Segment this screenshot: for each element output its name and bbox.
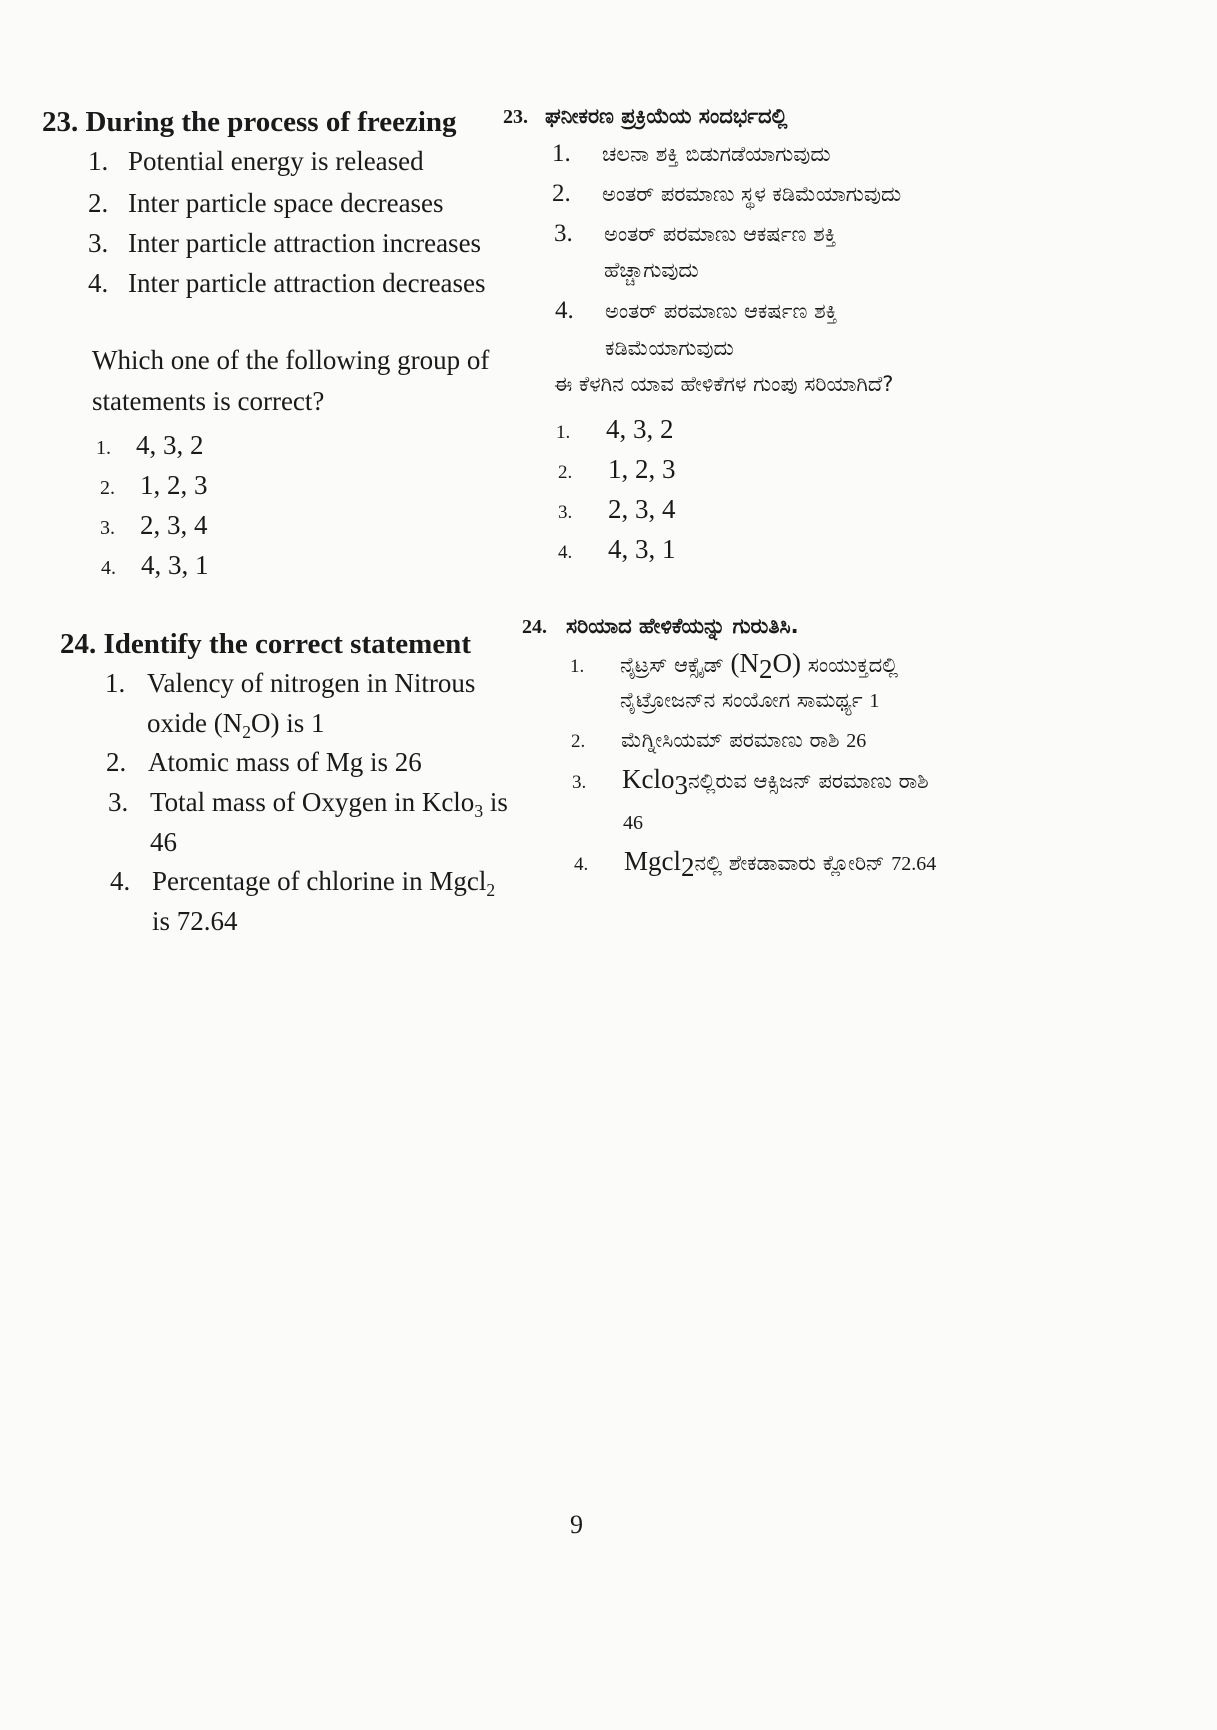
q24-title: Identify the correct statement xyxy=(103,628,471,660)
statement-text: Inter particle space decreases xyxy=(128,188,444,218)
text-fragment: O) xyxy=(772,648,802,678)
option-number: 4. xyxy=(574,854,589,875)
option-text: ನಲ್ಲಿ ಶೇಕಡಾವಾರು ಕ್ಲೋರಿನ್ xyxy=(694,851,892,875)
statement-number: 1. xyxy=(552,140,571,167)
option-number: 3. xyxy=(572,772,587,793)
statement-text: ಅಂತರ್ ಪರಮಾಣು ಆಕರ್ಷಣ ಶಕ್ತಿ xyxy=(605,299,838,323)
kannada-column xyxy=(503,0,1217,1100)
q24-number: 24. xyxy=(60,628,97,660)
statement-text: Potential energy is released xyxy=(128,146,424,176)
q23-kn-statement xyxy=(552,180,901,208)
q23-kn-statement-continuation: ಕಡಿಮೆಯಾಗುವುದು xyxy=(605,336,734,360)
q24-option-continuation xyxy=(147,708,325,742)
option-text: 2, 3, 4 xyxy=(140,510,208,540)
option-number: 4. xyxy=(558,542,573,563)
q23-answer-option[interactable] xyxy=(100,510,208,541)
q23-statement xyxy=(88,228,481,259)
text-fragment: is xyxy=(483,787,508,817)
q23-stem-line: statements is correct? xyxy=(92,386,325,416)
q24-option[interactable] xyxy=(108,787,508,821)
q23-number: 23. xyxy=(42,106,79,138)
statement-text: ಅಂತರ್ ಪರಮಾಣು ಸ್ಥಳ ಕಡಿಮೆಯಾಗುವುದು xyxy=(602,182,902,206)
option-text: Valency of nitrogen in Nitrous xyxy=(147,668,476,698)
subscript: 2 xyxy=(242,722,251,742)
statement-text: Inter particle attraction decreases xyxy=(128,268,486,298)
q23-kn-answer-option[interactable] xyxy=(558,534,676,565)
option-number: 2. xyxy=(106,747,127,777)
option-number: 2. xyxy=(100,477,115,499)
q24-kn-heading xyxy=(522,614,799,639)
q23-kn-number: 23. xyxy=(503,106,528,128)
q24-option-continuation: is 72.64 xyxy=(152,906,238,936)
q24-kn-option[interactable] xyxy=(574,846,937,882)
statement-number: 4. xyxy=(88,268,109,298)
option-number: 3. xyxy=(108,787,129,817)
q24-kn-option[interactable] xyxy=(572,764,929,800)
statement-text: ಅಂತರ್ ಪರಮಾಣು ಆಕರ್ಷಣ ಶಕ್ತಿ xyxy=(604,222,837,246)
q23-kn-answer-option[interactable] xyxy=(556,414,674,445)
q24-kn-option[interactable] xyxy=(571,728,866,753)
option-number: 1. xyxy=(105,668,126,698)
text-fragment: Kclo xyxy=(622,764,675,794)
option-text: 4, 3, 1 xyxy=(141,550,209,580)
q23-title: During the process of freezing xyxy=(85,106,457,138)
text-fragment: 72.64 xyxy=(891,853,937,875)
text-fragment: 26 xyxy=(846,730,867,752)
statement-number: 4. xyxy=(555,297,574,324)
q24-option[interactable] xyxy=(110,866,496,900)
option-text: 4, 3, 2 xyxy=(136,430,204,460)
text-fragment: 1 xyxy=(869,690,880,712)
subscript: 2 xyxy=(759,654,773,684)
page-number: 9 xyxy=(570,1510,583,1539)
q23-kn-statement xyxy=(555,297,837,325)
option-number: 1. xyxy=(570,656,585,677)
option-text: ಮೆಗ್ನೀಸಿಯಮ್ ಪರಮಾಣು ರಾಶಿ xyxy=(621,728,847,752)
q24-kn-option[interactable] xyxy=(570,648,899,684)
option-text: ನೈಟ್ರಸ್ ಆಕ್ಸೈಡ್ xyxy=(620,653,731,677)
q24-kn-title: ಸರಿಯಾದ ಹೇಳಿಕೆಯನ್ನು ಗುರುತಿಸಿ. xyxy=(566,614,799,638)
option-text: 4, 3, 2 xyxy=(606,414,674,444)
option-number: 1. xyxy=(96,437,111,459)
option-number: 2. xyxy=(571,731,586,752)
q23-answer-option[interactable] xyxy=(101,550,209,581)
statement-number: 2. xyxy=(88,188,109,218)
option-number: 3. xyxy=(558,502,573,523)
q23-kn-statement-continuation: ಹೆಚ್ಚಾಗುವುದು xyxy=(604,258,699,282)
q24-option[interactable] xyxy=(105,668,475,699)
option-text: 4, 3, 1 xyxy=(608,534,676,564)
q24-kn-number: 24. xyxy=(522,616,547,638)
option-number: 4. xyxy=(101,557,116,579)
option-number: 4. xyxy=(110,866,131,896)
text-fragment: Mgcl xyxy=(624,846,681,876)
statement-text: ಚಲನಾ ಶಕ್ತಿ ಬಿಡುಗಡೆಯಾಗುವುದು xyxy=(602,142,831,166)
subscript: 3 xyxy=(674,770,688,800)
text-fragment: ಸಂಯುಕ್ತದಲ್ಲಿ xyxy=(801,653,899,677)
option-text: Percentage of chlorine in Mgcl xyxy=(152,866,487,896)
option-number: 3. xyxy=(100,517,115,539)
text-fragment: ನೈಟ್ರೋಜನ್‌ನ ಸಂಯೋಗ ಸಾಮರ್ಥ್ಯ xyxy=(620,688,870,712)
option-text: 1, 2, 3 xyxy=(608,454,676,484)
q24-option-continuation: 46 xyxy=(150,827,177,857)
q24-option[interactable] xyxy=(106,747,422,778)
option-number: 2. xyxy=(558,462,573,483)
option-number: 1. xyxy=(556,422,571,443)
q24-kn-option-continuation: 46 xyxy=(623,812,643,834)
q23-answer-option[interactable] xyxy=(100,470,208,501)
q23-statement xyxy=(88,268,486,299)
option-text: ನಲ್ಲಿರುವ ಆಕ್ಸಿಜನ್ ಪರಮಾಣು ರಾಶಿ xyxy=(687,769,929,793)
q23-kn-title: ಘನೀಕರಣ ಪ್ರಕ್ರಿಯೆಯ ಸಂದರ್ಭದಲ್ಲಿ xyxy=(545,104,788,128)
statement-number: 3. xyxy=(88,228,109,258)
q23-stem-line: Which one of the following group of xyxy=(92,345,490,375)
q23-statement xyxy=(88,188,444,219)
q23-kn-statement xyxy=(554,220,836,248)
q23-kn-heading xyxy=(503,104,788,129)
option-text: Atomic mass of Mg is 26 xyxy=(148,747,422,777)
statement-text: Inter particle attraction increases xyxy=(128,228,482,258)
option-text: 1, 2, 3 xyxy=(140,470,208,500)
option-text: Total mass of Oxygen in Kclo xyxy=(150,787,475,817)
q24-kn-option-continuation xyxy=(620,688,879,713)
q24-heading xyxy=(60,628,471,661)
text-fragment: oxide (N xyxy=(147,708,243,738)
statement-number: 3. xyxy=(554,220,573,247)
subscript: 3 xyxy=(474,801,484,821)
q23-kn-statement xyxy=(552,140,831,168)
text-fragment: (N xyxy=(730,648,760,678)
q23-kn-stem: ಈ ಕೆಳಗಿನ ಯಾವ ಹೇಳಿಕೆಗಳ ಗುಂಪು ಸರಿಯಾಗಿದೆ? xyxy=(554,372,894,396)
q23-heading xyxy=(42,106,457,139)
q23-answer-option[interactable] xyxy=(96,430,204,461)
q23-kn-answer-option[interactable] xyxy=(558,494,676,525)
q23-statement xyxy=(88,146,424,177)
q23-kn-answer-option[interactable] xyxy=(558,454,676,485)
subscript: 2 xyxy=(681,852,695,882)
subscript: 2 xyxy=(486,880,496,900)
text-fragment: O) is 1 xyxy=(251,708,325,738)
option-text: 2, 3, 4 xyxy=(608,494,676,524)
statement-number: 2. xyxy=(552,180,571,207)
english-column xyxy=(0,0,600,1100)
statement-number: 1. xyxy=(88,146,109,176)
